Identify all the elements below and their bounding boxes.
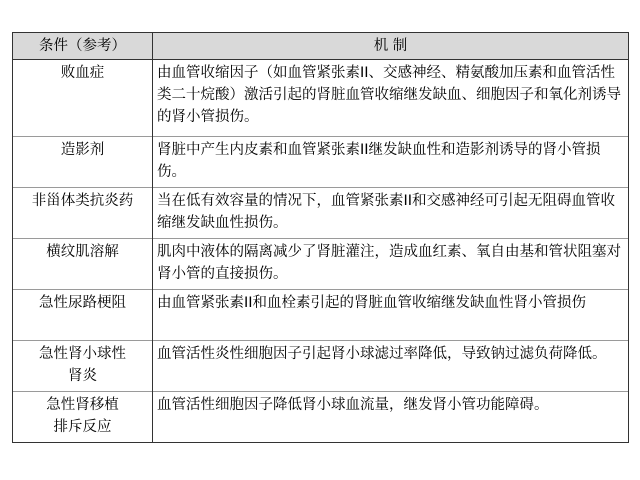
table-row: [13, 239, 629, 290]
condition-cell: 横纹肌溶解: [13, 239, 153, 290]
table-row: [13, 188, 629, 239]
table-row: [13, 290, 629, 341]
mechanism-cell: 由血管紧张素II和血栓素引起的肾脏血管收缩继发缺血性肾小管损伤: [153, 290, 629, 341]
table-row: [13, 137, 629, 188]
mechanism-cell: 由血管收缩因子（如血管紧张素II、交感神经、精氨酸加压素和血管活性类二十烷酸）激活引起的肾脏血管收缩继发缺血、细胞因子和氧化剂诱导的肾小管损伤。: [153, 60, 629, 137]
table-row: [13, 60, 629, 137]
condition-cell: 急性尿路梗阻: [13, 290, 153, 341]
condition-cell: 急性肾小球性 肾炎: [13, 341, 153, 392]
mechanism-cell: 血管活性细胞因子降低肾小球血流量，继发肾小管功能障碍。: [153, 392, 629, 443]
mechanism-cell: 肾脏中产生内皮素和血管紧张素II继发缺血性和造影剂诱导的肾小管损伤。: [153, 137, 629, 188]
condition-cell: 非甾体类抗炎药: [13, 188, 153, 239]
condition-cell: 败血症: [13, 60, 153, 137]
table-row: [13, 341, 629, 392]
mechanism-table-container: [12, 32, 628, 443]
header-mechanism: 机 制: [153, 33, 629, 60]
mechanism-table: [12, 32, 629, 443]
table-row: [13, 392, 629, 443]
mechanism-cell: 血管活性炎性细胞因子引起肾小球滤过率降低，导致钠过滤负荷降低。: [153, 341, 629, 392]
table-header-row: [13, 33, 629, 60]
condition-cell: 造影剂: [13, 137, 153, 188]
mechanism-cell: 当在低有效容量的情况下，血管紧张素II和交感神经可引起无阻碍血管收缩继发缺血性损伤。: [153, 188, 629, 239]
condition-cell: 急性肾移植 排斥反应: [13, 392, 153, 443]
mechanism-cell: 肌肉中液体的隔离减少了肾脏灌注，造成血红素、氧自由基和管状阻塞对肾小管的直接损伤。: [153, 239, 629, 290]
header-condition: 条件（参考）: [13, 33, 153, 60]
